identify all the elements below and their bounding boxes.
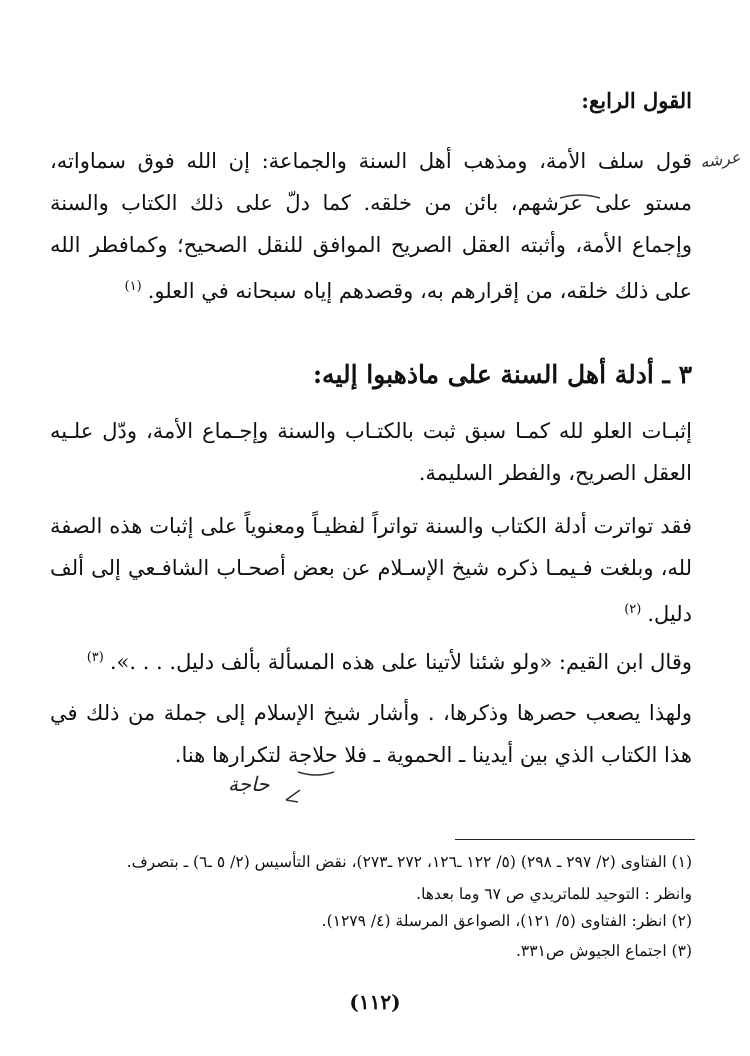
page-number: (١١٢) [349, 990, 401, 1014]
arrow-mark [286, 790, 300, 802]
footnote-ref-3: (٣) [86, 650, 104, 665]
footnote-ref-1: (١) [124, 279, 142, 294]
paragraph-4-text: وقال ابن القيم: «ولو شئنا لأتينا على هذه المسألة بألف دليل. . . .». [109, 650, 692, 674]
margin-handwritten-note: عرشه [698, 147, 742, 172]
footnote-1: (١) الفتاوى (٢/ ٢٩٧ ـ ٢٩٨) (٥/ ١٢٢ ـ١٢٦، ٢٧٢ ـ٢٧٣)، نقض التأسيس (٢/ ٥ ـ٦) ـ بتصرف. [126, 853, 692, 871]
underline-mark [560, 195, 600, 198]
footnote-1-cont: وانظر : التوحيد للماتريدي ص ٦٧ وما بعدها. [416, 885, 692, 903]
footnote-2: (٢) انظر: الفتاوى (٥/ ١٢١)، الصواعق المرسلة (٤/ ١٢٧٩). [321, 912, 692, 930]
paragraph-1-text: قول سلف الأمة، ومذهب أهل السنة والجماعة: إن الله فوق سماواته، مستو على عرشهم، بائن من خلقه. كما دلّ على ذلك الكتاب والسنة وإجماع الأمة، وأثبته العقل الصريح الموافق للنقل الصحيح؛ وكمافطر الله على ذلك خلقه، من إقرارهم به، وقصدهم إياه سبحانه في العلو. [50, 149, 692, 303]
footnote-3: (٣) اجتماع الجيوش ص٣٣١. [515, 942, 692, 960]
paragraph-5: ولهذا يصعب حصرها وذكرها، . وأشار شيخ الإسلام إلى جملة من ذلك في هذا الكتاب الذي بين أيدينا ـ الحموية ـ فلا حلاجة لتكرارها هنا. [50, 701, 692, 767]
underline-mark-2 [298, 772, 334, 775]
handwritten-correction: حاجة [228, 772, 270, 796]
section-heading: القول الرابع: [581, 88, 692, 113]
section-title: ٣ ـ أدلة أهل السنة على ماذهبوا إليه: [312, 360, 692, 389]
paragraph-2: إثبـات العلو لله كمـا سبق ثبت بالكتـاب والسنة وإجـماع الأمة، ودّل علـيه العقل الصريح، والفطر السليمة. [50, 419, 692, 485]
footnote-ref-2: (٢) [624, 602, 642, 617]
footnote-divider [455, 839, 695, 840]
paragraph-3-text: فقد تواترت أدلة الكتاب والسنة تواتراً لفظيـاً ومعنوياً على إثبات هذه الصفة لله، وبلغت فـيمـا ذكره شيخ الإسـلام عن بعض أصحـاب الشافـعي إلى ألف دليل. [50, 514, 692, 626]
